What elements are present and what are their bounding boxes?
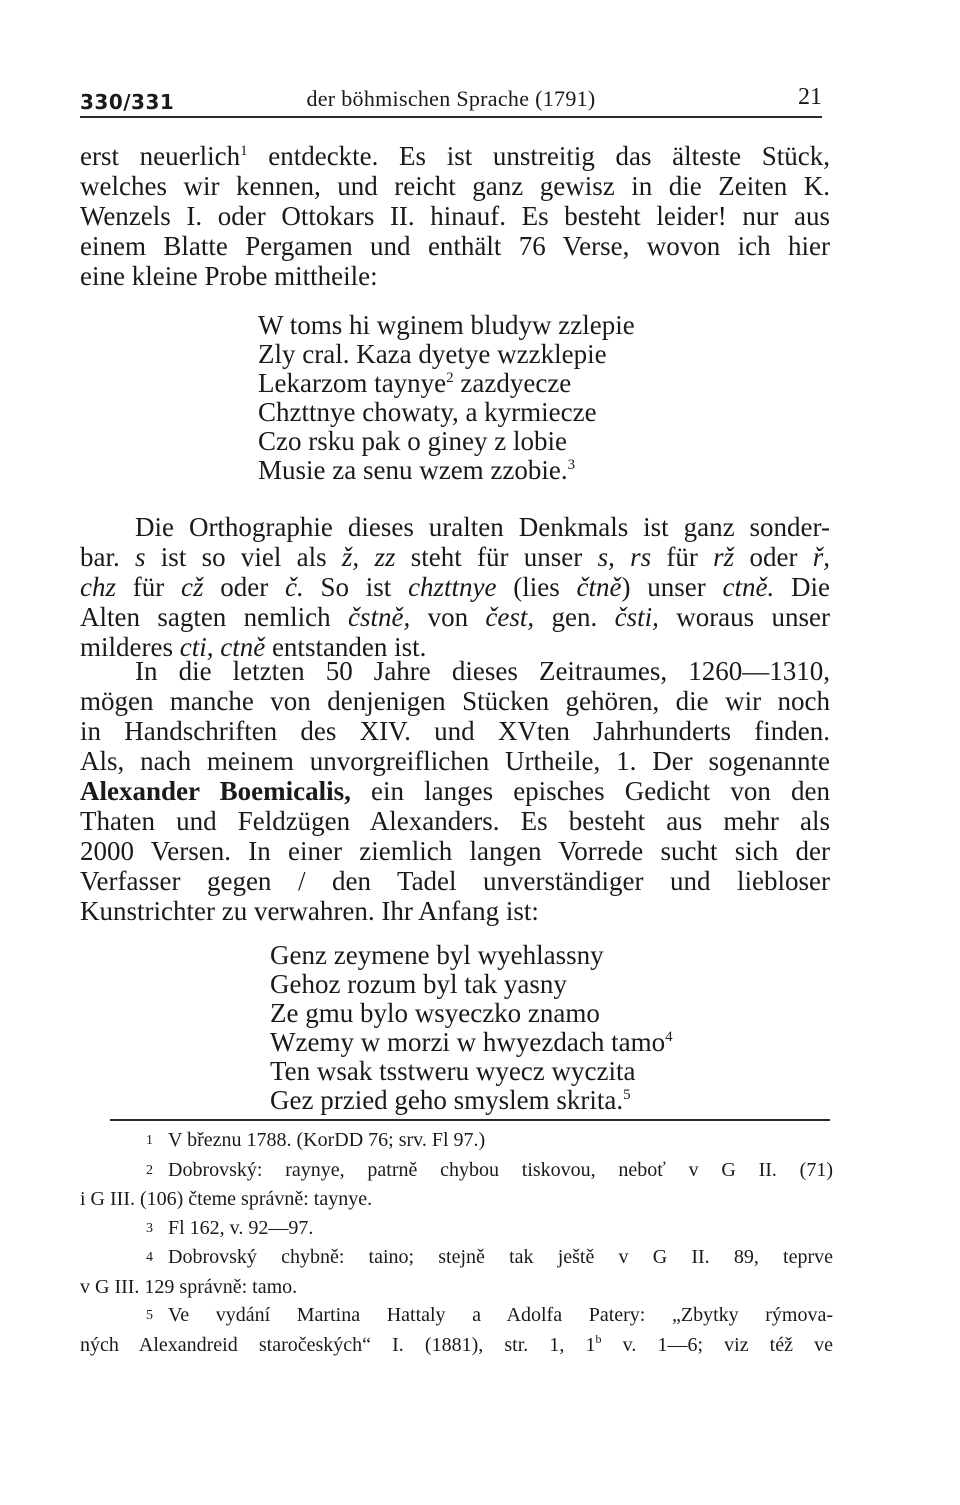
footnote-ref: 3 <box>567 457 576 473</box>
footnote-1: 1 V březnu 1788. (KorDD 76; srv. Fl 97.) <box>80 1126 833 1156</box>
footnote-mark: 3 <box>146 1220 153 1236</box>
text-line: Alten sagten nemlich čstně, von čest, gen. čsti, woraus unser <box>80 602 831 632</box>
verse-line: Chzttnye chowaty, a kyrmiecze <box>258 397 597 427</box>
header-rule <box>80 116 822 118</box>
footnote-5-cont: ných Alexandreid staročeských“ I. (1881), str. 1, 1$^b$ v. 1—6; viz též ve <box>80 1331 833 1356</box>
footnote-mark: 1 <box>146 1133 153 1148</box>
verse-line: Wzemy w morzi w hwyezdach tamo$^4$ <box>270 1027 673 1057</box>
verse-line: Gez przied geho smyslem skrita.$^5$ <box>270 1085 631 1115</box>
text-line: Als, nach meinem unvorgreiflichen Urtheile, 1. Der sogenannte <box>80 746 830 776</box>
footnote-2-cont: i G III. (106) čteme správně: taynye. <box>80 1188 373 1210</box>
text-line: in Handschriften des XIV. und XVten Jahrhunderts finden. <box>80 716 830 746</box>
text-line: welches wir kennen, und reicht ganz gewisz in die Zeiten K. <box>80 171 830 201</box>
running-header <box>80 84 822 118</box>
paragraph-2 <box>80 512 830 662</box>
text-line: einem Blatte Pergamen und enthält 76 Verse, wovon ich hier <box>80 231 830 261</box>
paragraph-3 <box>80 656 830 926</box>
footnote-2: 2 Dobrovský: raynye, patrně chybou tiskovou, neboť v G II. (71) <box>80 1156 833 1186</box>
verse-line: Ten wsak tsstweru wyecz wyczita <box>270 1056 636 1086</box>
footnotes <box>80 1126 833 1359</box>
verse-line: Zly cral. Kaza dyetye wzzklepie <box>258 339 607 369</box>
footnote-4-cont: v G III. 129 správně: tamo. <box>80 1275 298 1298</box>
text-line: 2000 Versen. In einer ziemlich langen Vorrede sucht sich der <box>80 836 830 866</box>
verse-line: Ze gmu bylo wsyeczko znamo <box>270 998 600 1028</box>
footnote-4: 4 Dobrovský chybně: taino; stejně tak ještě v G II. 89, teprve <box>80 1243 833 1273</box>
footnote-ref: 4 <box>665 1029 673 1045</box>
verse-line: Genz zeymene byl wyehlassny <box>270 940 604 970</box>
verse-line: Gehoz rozum byl tak yasny <box>270 969 567 999</box>
footnote-mark: 2 <box>146 1162 153 1178</box>
text-line: Die Orthographie dieses uralten Denkmals ist ganz sonder- <box>135 512 830 542</box>
verse-quotation-2 <box>270 941 673 1115</box>
page-numbers: 330/331 <box>80 90 175 114</box>
text-line: Thaten und Feldzügen Alexanders. Es besteht aus mehr als <box>80 806 830 836</box>
paragraph-1 <box>80 141 830 291</box>
bold-title: Alexander Boemicalis, <box>80 776 351 806</box>
folio-number: 21 <box>798 84 822 110</box>
text-line: Kunstrichter zu verwahren. Ihr Anfang ist: <box>80 896 539 926</box>
text-line: bar. s ist so viel als ž, zz steht für unser s, rs für rž oder ř, <box>80 542 830 572</box>
footnote-ref: 1 <box>240 143 248 159</box>
footnote-rule <box>110 1119 830 1121</box>
footnote-ref: 5 <box>623 1087 631 1103</box>
text-line: Alexander Boemicalis, ein langes episches Gedicht von den <box>80 776 830 806</box>
text-line: Verfasser gegen / den Tadel unverständiger und liebloser <box>80 866 830 896</box>
verse-quotation-1 <box>258 311 635 485</box>
footnote-ref: 2 <box>446 370 454 386</box>
text-line: mögen manche von denjenigen Stücken gehören, die wir noch <box>80 686 830 716</box>
footnote-5: 5 Ve vydání Martina Hattaly a Adolfa Patery: „Zbytky rýmova- <box>80 1301 833 1331</box>
text-line: milderes cti, ctně entstanden ist. <box>80 632 427 662</box>
text-line: chz für cž oder č. So ist chzttnye (lies čtně) unser ctně. Die <box>80 572 831 602</box>
verse-line: Lekarzom taynye$^2$ zazdyecze <box>258 368 572 398</box>
footnote-3: 3 Fl 162, v. 92—97. <box>80 1214 833 1244</box>
footnote-mark: 5 <box>146 1308 153 1323</box>
running-title: der böhmischen Sprache (1791) <box>306 86 596 111</box>
verse-line: Musie za senu wzem zzobie.$^3$ <box>258 455 576 485</box>
text-line: In die letzten 50 Jahre dieses Zeitraumes, 1260—1310, <box>135 656 830 686</box>
text-line: erst neuerlich$^1$ entdeckte. Es ist unstreitig das älteste Stück, <box>80 141 830 171</box>
verse-line: W toms hi wginem bludyw zzlepie <box>258 310 635 340</box>
text-line: Wenzels I. oder Ottokars II. hinauf. Es besteht leider! nur aus <box>80 201 830 231</box>
text-line: eine kleine Probe mittheile: <box>80 261 378 291</box>
verse-line: Czo rsku pak o giney z lobie <box>258 426 567 456</box>
footnote-mark: 4 <box>146 1250 153 1265</box>
